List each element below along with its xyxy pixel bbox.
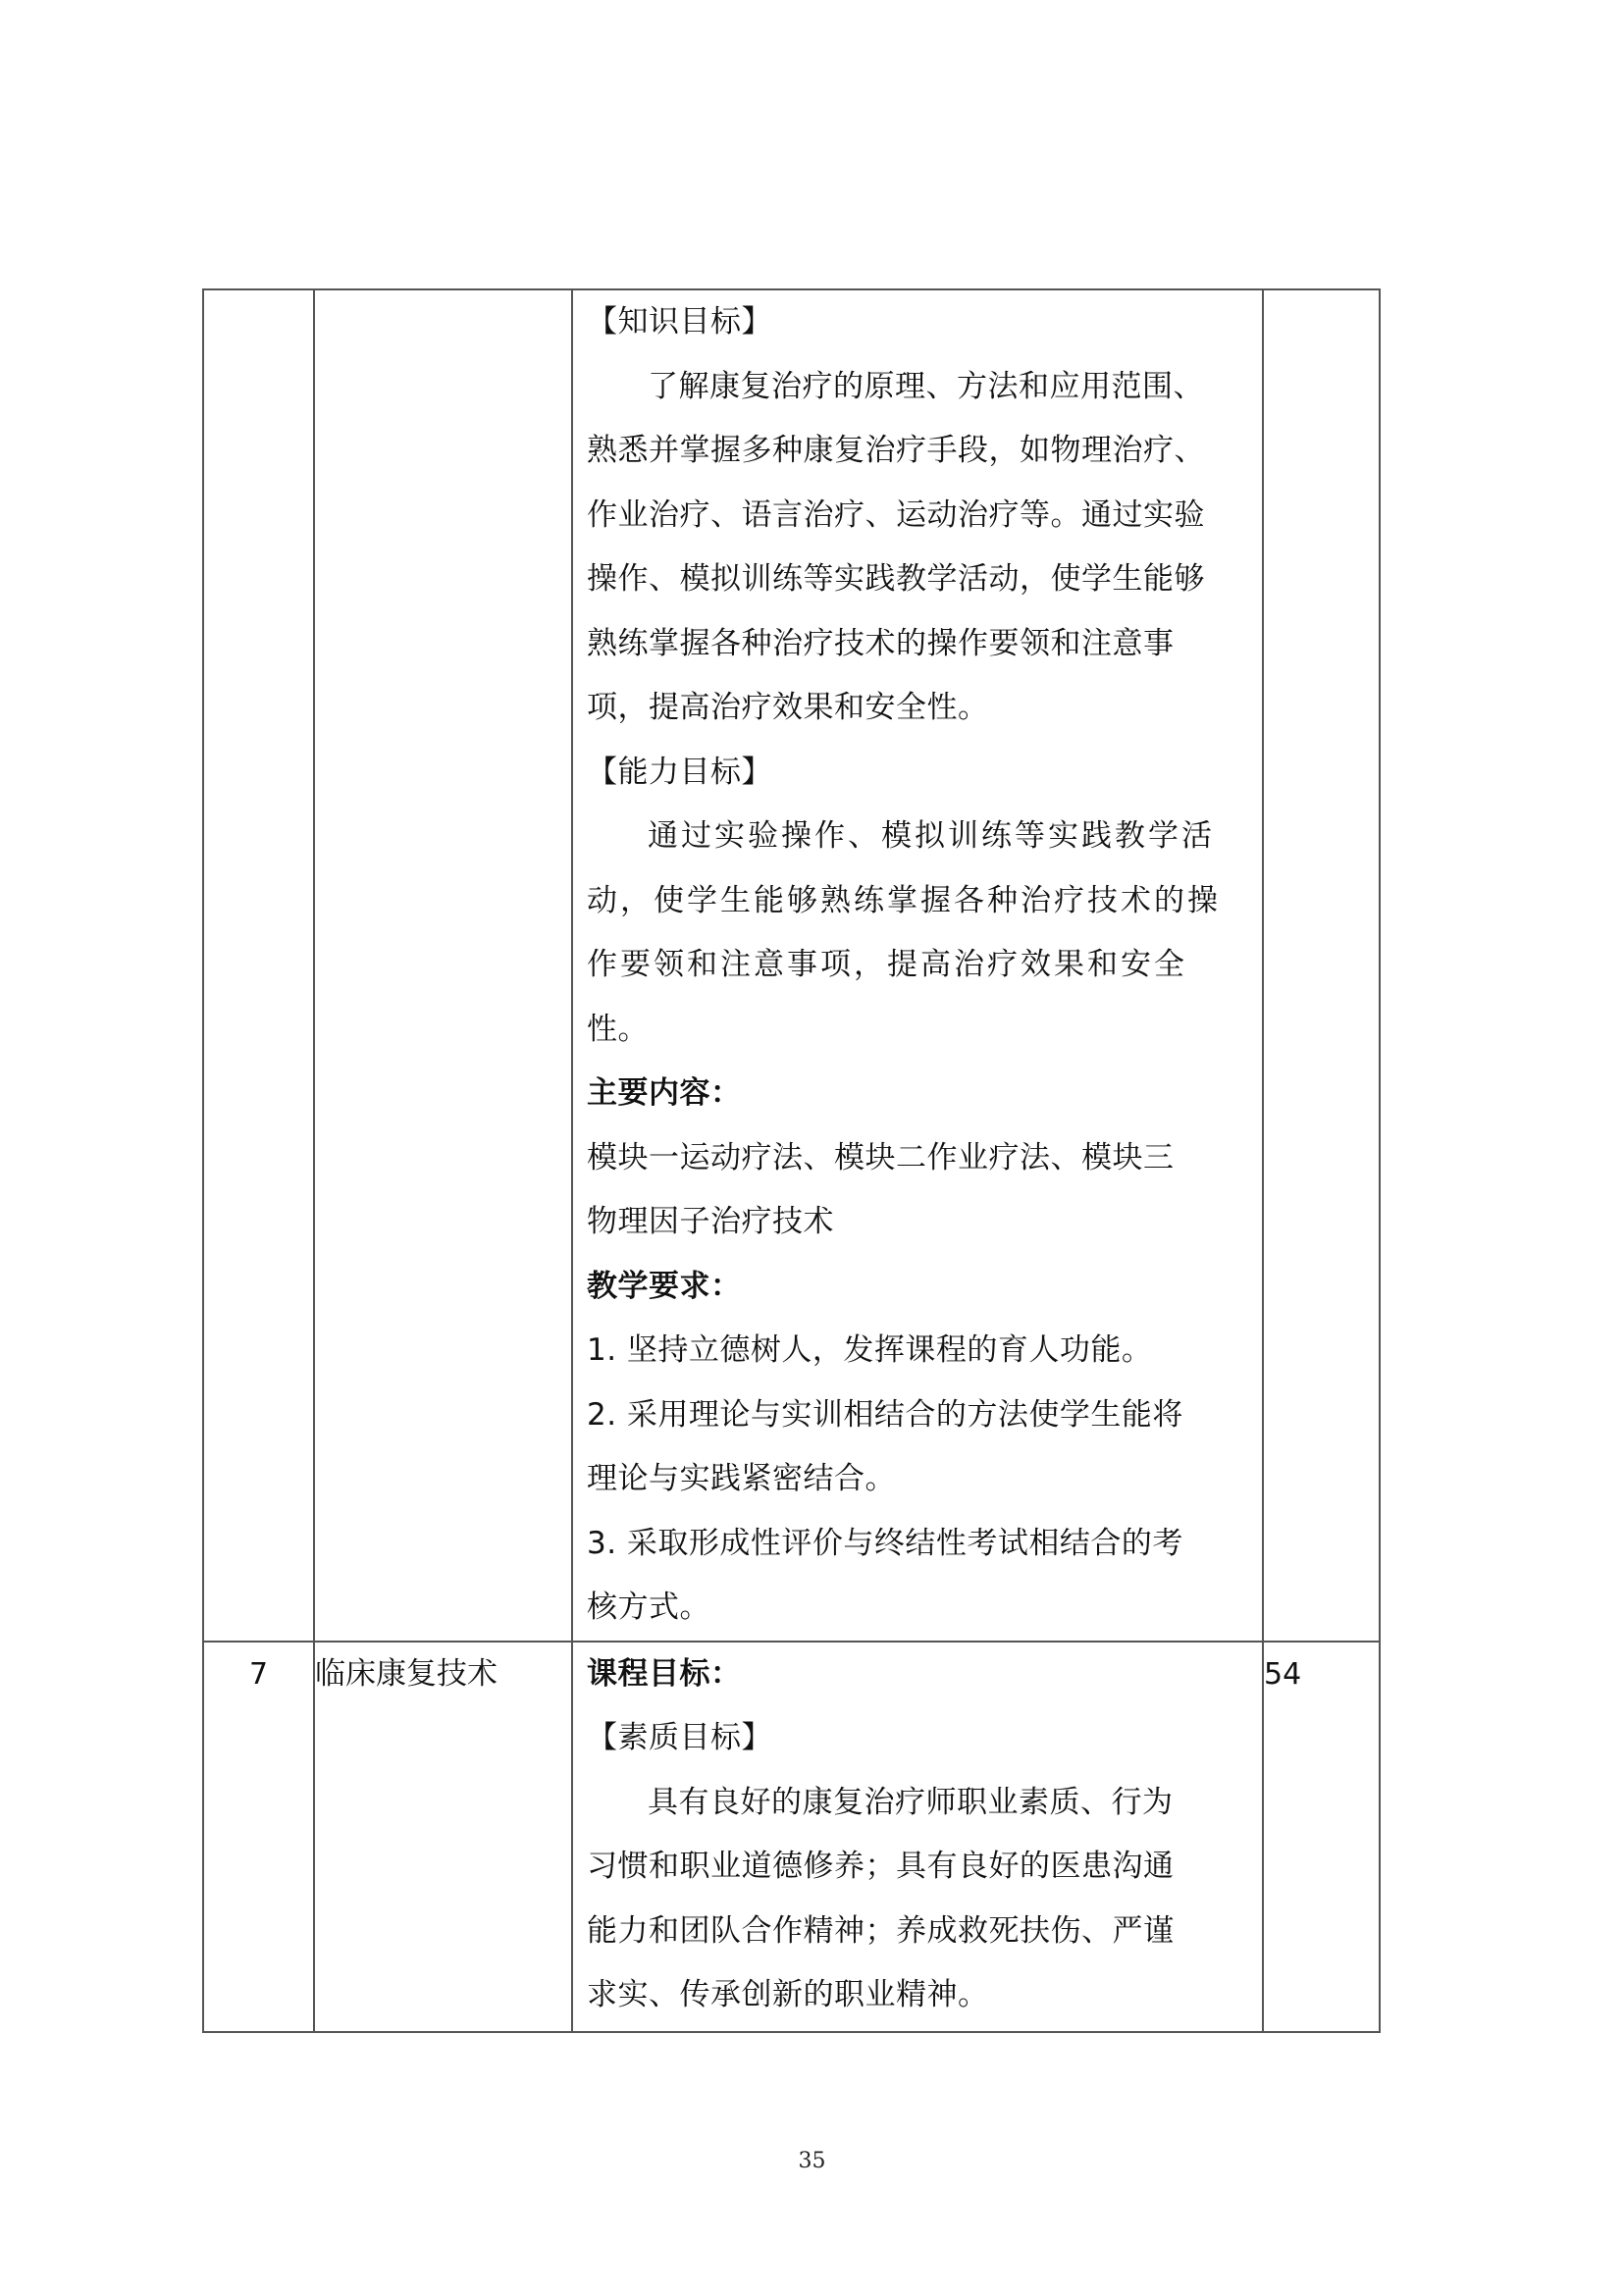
- course-table: [202, 288, 1381, 2033]
- course-hours-cell: [1263, 1642, 1380, 2032]
- course-number-cell: [203, 289, 314, 1642]
- content-line: 作业治疗、语言治疗、运动治疗等。通过实验: [587, 496, 1205, 533]
- course-hours: 54: [1264, 1656, 1302, 1692]
- course-number-cell: [203, 1642, 314, 2032]
- content-line: 通过实验操作、模拟训练等实践教学活: [648, 818, 1215, 854]
- course-hours-cell: [1263, 289, 1380, 1642]
- content-line: 操作、模拟训练等实践教学活动，使学生能够: [587, 561, 1205, 597]
- teaching-requirements-heading: 教学要求：: [587, 1268, 742, 1304]
- content-line: 了解康复治疗的原理、方法和应用范围、: [648, 368, 1204, 404]
- section-heading: 【能力目标】: [587, 754, 772, 790]
- page-number: 35: [798, 2149, 826, 2173]
- content-line: 物理因子治疗技术: [587, 1204, 834, 1239]
- course-content-cell: [572, 1642, 1263, 2032]
- content-line: 能力和团队合作精神；养成救死扶伤、严谨: [587, 1912, 1175, 1949]
- course-name-cell: [314, 1642, 572, 2032]
- section-heading: 【知识目标】: [587, 304, 772, 339]
- course-name-cell: [314, 289, 572, 1642]
- content-line: 核方式。: [587, 1590, 710, 1625]
- course-content-cell: [572, 289, 1263, 1642]
- content-line: 动，使学生能够熟练掌握各种治疗技术的操: [587, 882, 1221, 918]
- content-line: 求实、传承创新的职业精神。: [587, 1977, 989, 2012]
- content-line: 模块一运动疗法、模块二作业疗法、模块三: [587, 1139, 1175, 1175]
- table-row: [203, 1642, 1380, 2032]
- content-line: 3. 采取形成性评价与终结性考试相结合的考: [587, 1525, 1183, 1561]
- content-line: 2. 采用理论与实训相结合的方法使学生能将: [587, 1396, 1183, 1433]
- content-line: 项，提高治疗效果和安全性。: [587, 690, 989, 725]
- content-line: 性。: [587, 1011, 649, 1047]
- course-number: 7: [248, 1656, 269, 1692]
- content-line: 习惯和职业道德修养；具有良好的医患沟通: [587, 1849, 1175, 1884]
- section-heading: 【素质目标】: [587, 1720, 772, 1755]
- course-name: 临床康复技术: [315, 1655, 498, 1692]
- content-line: 熟悉并掌握多种康复治疗手段，如物理治疗、: [587, 433, 1205, 468]
- content-line: 具有良好的康复治疗师职业素质、行为: [648, 1784, 1174, 1820]
- table-row: [203, 289, 1380, 1642]
- content-line: 理论与实践紧密结合。: [587, 1461, 896, 1496]
- main-content-heading: 主要内容：: [587, 1075, 742, 1111]
- course-objectives-heading: 课程目标：: [587, 1655, 742, 1692]
- content-line: 熟练掌握各种治疗技术的操作要领和注意事: [587, 625, 1175, 661]
- content-line: 作要领和注意事项，提高治疗效果和安全: [587, 947, 1187, 982]
- content-line: 1. 坚持立德树人，发挥课程的育人功能。: [587, 1332, 1153, 1368]
